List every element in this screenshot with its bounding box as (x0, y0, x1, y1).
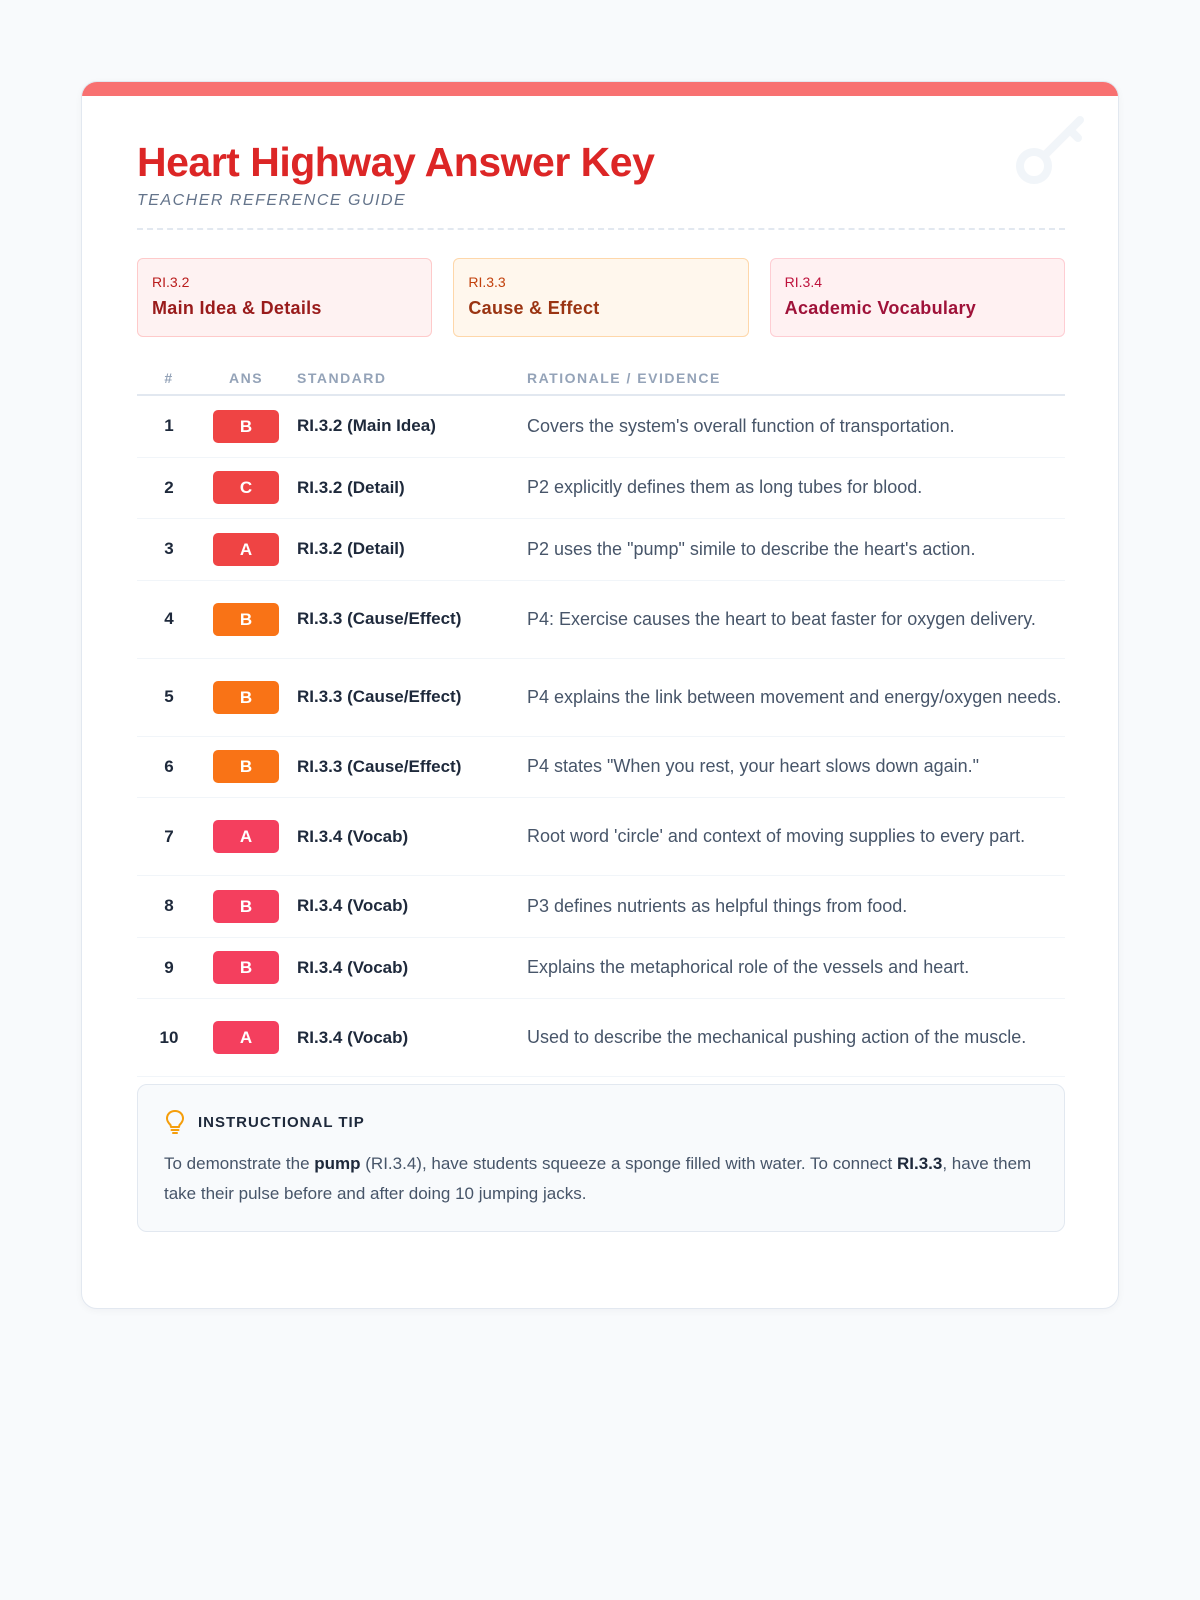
row-standard: RI.3.3 (Cause/Effect) (297, 687, 462, 706)
answer-badge: B (213, 410, 279, 443)
row-rationale: P2 uses the "pump" simile to describe the heart's action. (527, 538, 976, 559)
tip-header (164, 1109, 1038, 1135)
question-number: 9 (164, 957, 174, 977)
row-standard: RI.3.2 (Detail) (297, 539, 405, 559)
row-standard: RI.3.3 (Cause/Effect) (297, 609, 462, 628)
row-standard: RI.3.2 (Main Idea) (297, 416, 436, 436)
table-row (137, 798, 1065, 876)
table-row (137, 581, 1065, 659)
question-number: 1 (164, 416, 174, 436)
row-standard: RI.3.2 (Detail) (297, 477, 405, 497)
question-number: 10 (159, 1027, 179, 1047)
answer-badge: B (213, 951, 279, 984)
row-rationale: P4 explains the link between movement and energy/oxygen needs. (527, 686, 1062, 707)
row-rationale: P2 explicitly defines them as long tubes for blood. (527, 477, 923, 498)
answer-badge: A (213, 1021, 279, 1054)
row-rationale: P4 states "When you rest, your heart slows down again." (527, 756, 980, 777)
top-accent-bar (82, 82, 1118, 96)
tip-bold-pump: pump (314, 1154, 361, 1173)
row-rationale: P4: Exercise causes the heart to beat faster for oxygen delivery. (527, 608, 1036, 629)
standard-code: RI.3.3 (468, 274, 506, 290)
instructional-tip-box (137, 1084, 1065, 1232)
standards-legend (137, 258, 1065, 337)
question-number: 6 (164, 756, 174, 776)
standard-card-ri34 (770, 258, 1065, 337)
table-header (137, 362, 1065, 396)
lightbulb-icon (164, 1109, 186, 1135)
tip-bold-standard: RI.3.3 (897, 1154, 943, 1173)
standard-card-ri33 (453, 258, 748, 337)
row-rationale: Used to describe the mechanical pushing action of the muscle. (527, 1027, 1027, 1047)
standard-code: RI.3.2 (152, 274, 190, 290)
table-row (137, 876, 1065, 938)
header-num: # (164, 370, 174, 386)
header-ans: ANS (228, 370, 264, 386)
standard-name: Academic Vocabulary (784, 298, 977, 318)
tip-text-part: (RI.3.4), have students squeeze a sponge filled with water. To connect (360, 1154, 897, 1173)
answer-badge: B (213, 681, 279, 714)
row-standard: RI.3.4 (Vocab) (297, 896, 409, 916)
question-number: 5 (164, 687, 174, 706)
answer-key-card (81, 81, 1119, 1309)
header-standard: STANDARD (297, 370, 387, 386)
tip-title: INSTRUCTIONAL TIP (198, 1113, 365, 1131)
answer-badge: A (213, 533, 279, 566)
tip-text-part: , have them take their pulse before and after doing 10 jumping jacks. (164, 1154, 1032, 1203)
table-row (137, 519, 1065, 581)
answer-badge: B (213, 603, 279, 636)
question-number: 4 (164, 609, 174, 628)
question-number: 2 (164, 477, 174, 497)
answer-badge: B (213, 750, 279, 783)
tip-text-part: To demonstrate the (164, 1154, 315, 1173)
page-subtitle: TEACHER REFERENCE GUIDE (137, 192, 407, 209)
question-number: 3 (164, 539, 174, 559)
page-title: Heart Highway Answer Key (137, 139, 655, 185)
standard-name: Cause & Effect (468, 298, 600, 318)
header-divider (137, 228, 1065, 230)
row-standard: RI.3.3 (Cause/Effect) (297, 756, 462, 776)
row-rationale: Root word 'circle' and context of moving supplies to every part. (527, 826, 1026, 846)
tip-text (164, 1149, 1038, 1209)
standard-name: Main Idea & Details (152, 298, 322, 318)
row-rationale: Covers the system's overall function of transportation. (527, 415, 955, 436)
row-standard: RI.3.4 (Vocab) (297, 826, 409, 846)
header (137, 138, 1065, 210)
table-row (137, 999, 1065, 1077)
row-standard: RI.3.4 (Vocab) (297, 957, 409, 977)
row-standard: RI.3.4 (Vocab) (297, 1027, 409, 1047)
table-row (137, 737, 1065, 799)
answer-badge: C (213, 471, 279, 504)
row-rationale: Explains the metaphorical role of the vessels and heart. (527, 957, 970, 978)
standard-card-ri32 (137, 258, 432, 337)
table-row (137, 938, 1065, 1000)
table-row (137, 659, 1065, 737)
standard-code: RI.3.4 (784, 274, 823, 290)
answer-badge: A (213, 820, 279, 853)
header-rationale: RATIONALE / EVIDENCE (527, 370, 721, 386)
question-number: 8 (164, 896, 174, 916)
table-row (137, 396, 1065, 458)
answer-table (137, 362, 1065, 1077)
question-number: 7 (164, 826, 174, 846)
table-row (137, 458, 1065, 520)
row-rationale: P3 defines nutrients as helpful things from food. (527, 895, 908, 916)
answer-badge: B (213, 890, 279, 923)
